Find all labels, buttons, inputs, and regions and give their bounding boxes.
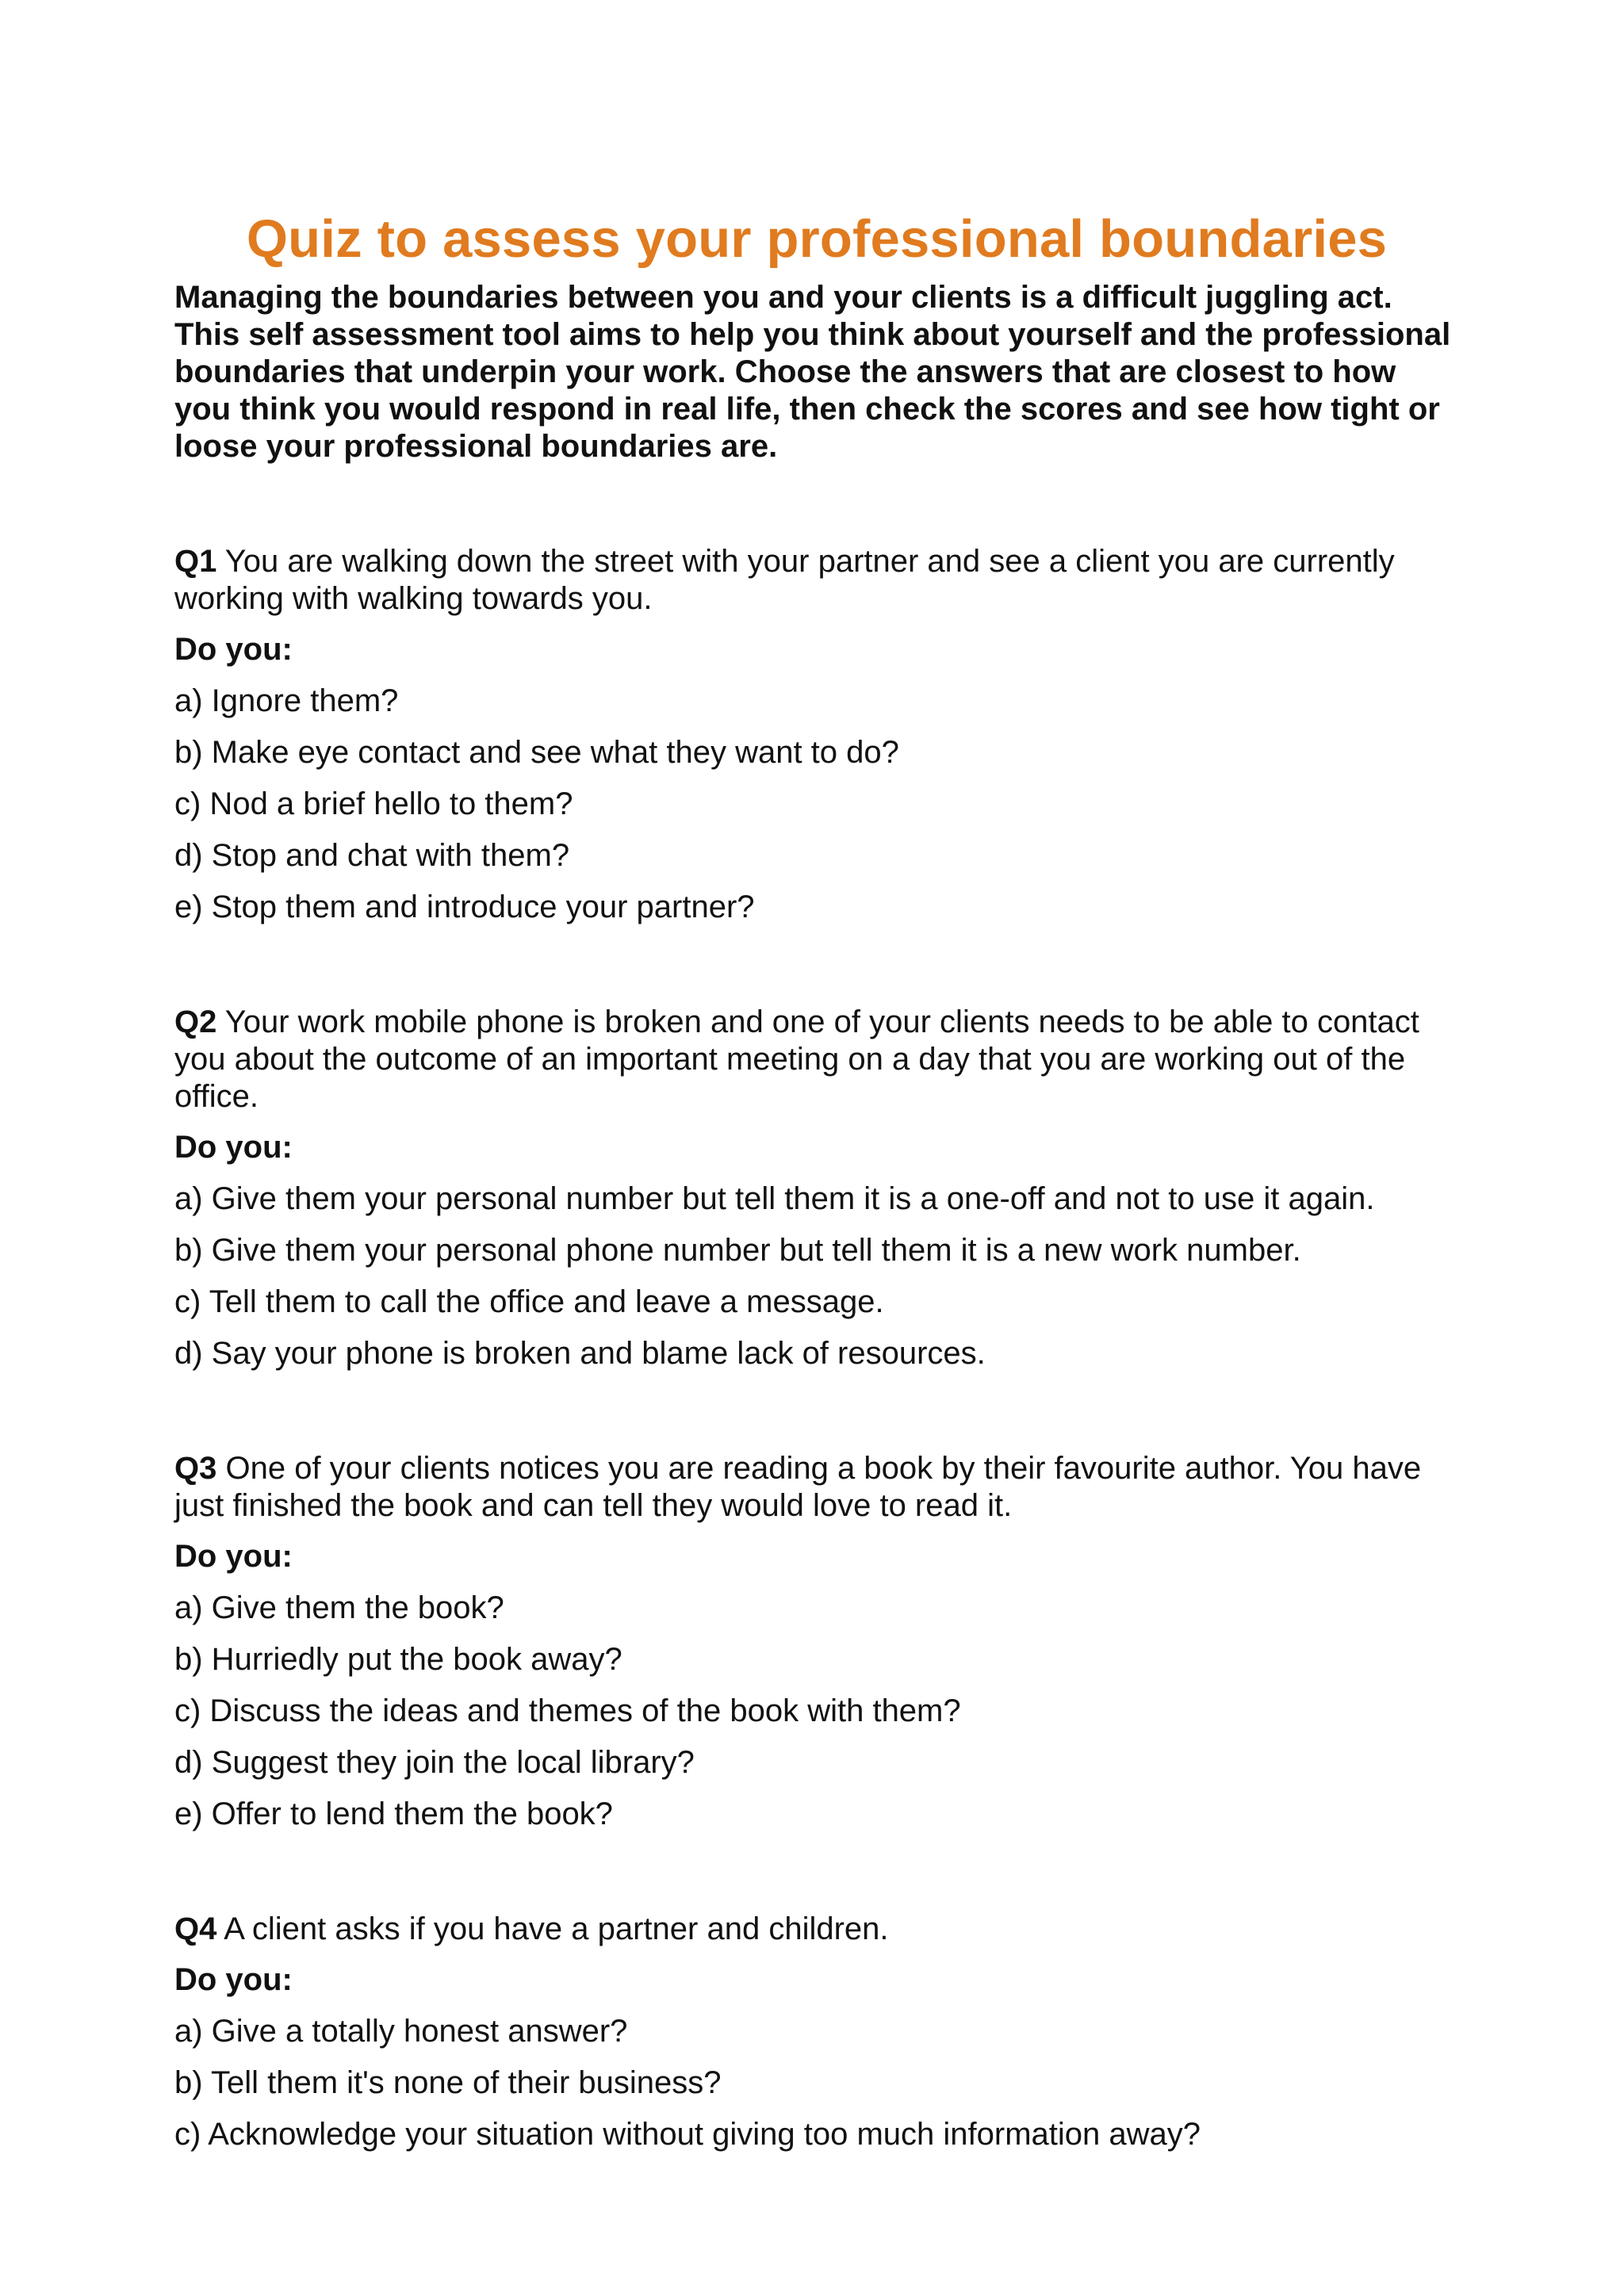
answer-options [174, 683, 1459, 926]
document-page [174, 205, 1459, 2153]
answer-option: e) Stop them and introduce your partner? [174, 890, 755, 924]
question-number: Q1 [174, 544, 217, 579]
question-number: Q3 [174, 1451, 217, 1486]
question-text [174, 1004, 1459, 1115]
question-body: Your work mobile phone is broken and one of your clients needs to be able to contact you about the outcome of an important meeting on a day that you are working out of the office. [174, 1004, 1419, 1114]
question-block [174, 1004, 1459, 1372]
answer-option: c) Nod a brief hello to them? [174, 786, 573, 821]
question-prompt: Do you: [174, 632, 293, 667]
answer-option: d) Stop and chat with them? [174, 838, 570, 873]
answer-option: a) Give them the book? [174, 1590, 504, 1625]
question-block [174, 1911, 1459, 2153]
answer-option: b) Tell them it's none of their business? [174, 2065, 722, 2100]
intro-paragraph: Managing the boundaries between you and your clients is a difficult juggling act. This self assessment tool aims to help you think about yourself and the professional boundaries that underpin your work. Choose the answers that are closest to how you think you would respond in real life, then check the scores and see how tight or loose your professional boundaries are. [174, 280, 1451, 464]
answer-options [174, 1181, 1459, 1372]
answer-option: c) Tell them to call the office and leave a message. [174, 1284, 884, 1319]
questions-list [174, 543, 1459, 2153]
answer-option: a) Give them your personal number but tell them it is a one-off and not to use it again. [174, 1181, 1375, 1216]
answer-option: d) Say your phone is broken and blame lack of resources. [174, 1336, 986, 1371]
answer-option: b) Make eye contact and see what they want to do? [174, 735, 899, 770]
question-body: You are walking down the street with your partner and see a client you are currently working with walking towards you. [174, 544, 1395, 616]
answer-option: b) Give them your personal phone number but tell them it is a new work number. [174, 1233, 1301, 1268]
answer-options [174, 1590, 1459, 1833]
answer-option: d) Suggest they join the local library? [174, 1745, 695, 1780]
question-prompt: Do you: [174, 1962, 293, 1997]
answer-option: e) Offer to lend them the book? [174, 1797, 613, 1831]
question-text [174, 1450, 1459, 1525]
answer-options [174, 2013, 1459, 2153]
answer-option: c) Discuss the ideas and themes of the book with them? [174, 1693, 961, 1728]
question-number: Q2 [174, 1004, 217, 1039]
question-number: Q4 [174, 1911, 217, 1946]
question-text [174, 543, 1459, 618]
question-block [174, 543, 1459, 926]
question-text [174, 1911, 1459, 1948]
answer-option: a) Ignore them? [174, 683, 399, 718]
page-title: Quiz to assess your professional boundaries [246, 209, 1388, 269]
question-prompt: Do you: [174, 1539, 293, 1574]
answer-option: b) Hurriedly put the book away? [174, 1642, 622, 1677]
question-block [174, 1450, 1459, 1833]
answer-option: a) Give a totally honest answer? [174, 2014, 628, 2049]
question-prompt: Do you: [174, 1130, 293, 1165]
question-body: One of your clients notices you are reading a book by their favourite author. You have just finished the book and can tell they would love to read it. [174, 1451, 1422, 1523]
answer-option: c) Acknowledge your situation without giving too much information away? [174, 2117, 1201, 2152]
question-body: A client asks if you have a partner and children. [224, 1911, 889, 1946]
